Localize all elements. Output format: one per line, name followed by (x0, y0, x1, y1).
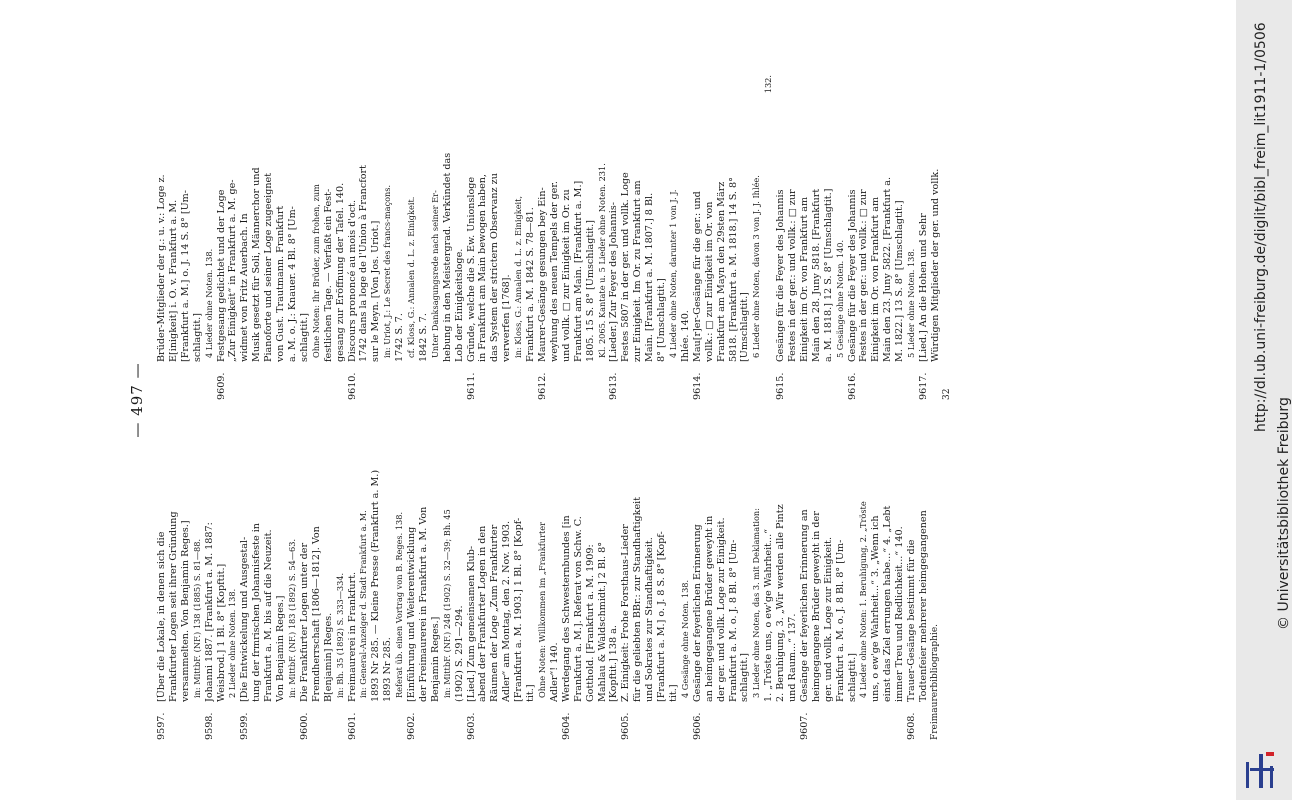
entry-line: 3 Lieder ohne Noten, das 3. mit Deklamation: (751, 508, 762, 698)
entry-number: 9602. (406, 712, 418, 740)
signature-mark: 32 (941, 388, 952, 400)
entry-line: 1742 S. 7. (394, 313, 406, 362)
entry-line: tit.] (525, 684, 537, 702)
entry-number: 9616. (846, 372, 858, 400)
bibliography-entry (918, 75, 942, 400)
entry-line: Z. Einigkeit: Frohe Forsthaus-Lieder (620, 524, 632, 702)
entry-line: Fremdherrschaft [1806—1812]. Von (310, 526, 322, 702)
bibliography-entry (775, 75, 846, 400)
bibliography-entry (156, 75, 216, 400)
entry-line: schlagtit.] (739, 653, 751, 702)
entry-line: [Lieder.] Zur Feyer des Johannis- (608, 202, 620, 362)
entry-line: Adler“ am Montag, den 2. Nov. 1903. (501, 520, 513, 702)
entry-text (299, 415, 347, 702)
entry-line: schlagtit.] (191, 313, 203, 362)
entry-line: Frankfurt am Mayn den 29sten März (715, 181, 727, 362)
entry-line: 1. „Tröste uns, o ew'ge Wahrheit...“ (763, 528, 775, 702)
bibliography-entry (299, 415, 347, 740)
bibliography-entry (347, 415, 407, 740)
entry-text (347, 75, 466, 362)
entry-line: M. 1822.] 13 S. 8° [Umschlagtit.] (894, 200, 906, 362)
entry-line: in Frankfurt am Main bewogen haben, (477, 174, 489, 362)
entry-line: [Lied.] Zum gemeinsamen Klub- (465, 545, 477, 702)
entry-text (847, 75, 918, 362)
entry-line: Lob der Einigkeitsloge. (453, 248, 465, 362)
bibliography-entry (216, 75, 347, 400)
entry-line: Discours prononcé au mois d'oct. (346, 199, 358, 362)
entry-line: Unter Danksagungsrede nach seiner Er- (429, 190, 440, 358)
entry-line: Pianoforte und seiner Loge zugeeignet (263, 172, 275, 362)
left-column (156, 415, 942, 740)
logo-accent (1266, 752, 1274, 756)
entry-line: (1902) S. 291—294. (453, 605, 465, 702)
entry-line: gesang zur Eröffnung der Tafel. 140. (334, 182, 346, 362)
entry-number: 9601. (346, 712, 358, 740)
entry-line: Maurer-Gesänge gesungen bey Ein- (537, 187, 548, 362)
entry-line: Gründe, welche die S. Ew. Unionsloge (465, 176, 477, 362)
entry-line: Weisbrod.] 1 Bl. 8° [Kopftit.] (215, 563, 227, 702)
entry-line: Todtenfeier mehrerer heimgegangenen (918, 510, 929, 702)
entry-number: 9608. (906, 712, 918, 740)
entry-line: 4 Lieder ohne Noten. 138. (203, 248, 214, 358)
entry-line: Frankfurt a. M. o. J. 8 Bl. 8° [Um- (834, 539, 846, 702)
entry-number: 9607. (798, 712, 810, 740)
entry-line: zur Einigkeit. Im Or. zu Frankfurt am (632, 180, 644, 362)
entry-line: tung der frmrischen Johannisfeste in (251, 523, 263, 702)
entry-line: an heimgegangene Brüder geweyht in (703, 515, 715, 702)
entry-line: 1805. 15 S. 8° [Umschlagtit.] (584, 220, 596, 362)
bibliography-entry (692, 415, 799, 740)
entry-line: ger. und vollk. Loge zur Einigkeit. (822, 536, 834, 702)
entry-line: 5818. [Frankfurt a. M. 1818.] 14 S. 8° (727, 177, 739, 362)
entry-line: Gesänge für die Feyer des Johannis (846, 189, 858, 362)
entry-line: widmet von Fritz Auerbach. In (239, 213, 251, 362)
entry-number: 9606. (691, 712, 703, 740)
entry-line: Ohne Noten: Ihr Brüder, zum frohen, zum (310, 184, 321, 358)
entry-line: in: General-Anzeiger d. Stadt Frankfurt a. M. (358, 510, 369, 698)
logo-bar (1250, 768, 1274, 771)
entry-line: Gotthold. [Frankfurt a. M. 1909: (584, 544, 596, 702)
entry-line: Mau[r]er-Gesänge für die ger.: und (691, 191, 703, 362)
entry-line: Kl. 2065. Kantate u. 5 Lieder ohne Noten. 231. (596, 163, 607, 358)
entry-line: [Frankfurt a. M.] o. J. 14 S. 8° [Um- (179, 189, 191, 362)
entry-line: Festgesang gedichtet und der Loge (215, 189, 227, 362)
entry-line: in: MittbF. (NF.) 248 (1902) S. 32—39; Bh. 45 (441, 509, 452, 698)
entry-text (406, 415, 466, 702)
bibliography-entry (537, 75, 608, 400)
bibliography-entry (692, 75, 775, 400)
entry-line: Frankfurt am Main. [Frankfurt a. M.] (572, 180, 584, 362)
entry-line: 4 Lieder ohne Noten, darunter 1 von J. J. (667, 189, 678, 358)
entry-line: weyhung des neuen Tempels der ger. (548, 181, 560, 362)
entry-text (466, 75, 537, 362)
entry-line: tit.] (667, 684, 679, 702)
entry-text (608, 75, 691, 362)
entry-number: 9613. (608, 372, 620, 400)
entry-text (799, 415, 906, 702)
entry-text (918, 75, 942, 362)
entry-line: 4 Gesänge ohne Noten. 138. (679, 579, 690, 698)
entry-text (620, 415, 691, 702)
entry-line: schlagtit.] (846, 653, 858, 702)
entry-line: 5 Gesänge ohne Noten. 140. (834, 239, 845, 358)
bibliography-entry (620, 415, 691, 740)
entry-line: Frankfurt a. M. o. J. 8 Bl. 8° [Um- (727, 539, 739, 702)
entry-line: versammelten. Von Benjamin Reges.] (179, 520, 191, 702)
entry-line: in: MittbF. (NF.) 138 (1885) S. 81—88. (191, 538, 202, 698)
entry-line: Gesänge der feyerlichen Erinnerung an (798, 509, 810, 702)
entry-line: immer Treu und Redlichkeit...“ 140. (894, 526, 906, 702)
entry-text (216, 75, 347, 362)
entry-line: Würdigen Mitglieder der ger. und vollk. (929, 168, 941, 362)
entry-text (775, 75, 846, 362)
entry-number: 9615. (775, 372, 787, 400)
entry-line: schlagtit.] (298, 313, 310, 362)
entry-line: in: MittbF. (NF.) 183 (1892) S. 54—63. (286, 538, 297, 698)
entry-line: einst das Ziel errungen habe...“ 4. „Lebt (882, 505, 894, 702)
page-header: — 497 — (128, 362, 146, 438)
entry-line: und Raum...“ 137. (787, 613, 799, 702)
logo-bar (1246, 762, 1249, 788)
entry-line: [Die Entwickelung und Ausgestal- (239, 536, 251, 702)
entry-line: und vollk. □ zur Einigkeit im Or. zu (560, 189, 572, 362)
copyright-notice: © Universitätsbibliothek Freiburg (1276, 397, 1292, 630)
entry-line: a. M. o. J.: Knauer. 4 Bl. 8° [Um- (286, 206, 298, 362)
source-url-link[interactable]: http://dl.ub.uni-freiburg.de/diglit/bibl_freim_lit1911-1/0506 (1253, 22, 1269, 432)
entry-line: E[inigkeit] i. O. v. Frankfurt a. M. (167, 199, 179, 362)
entry-line: 2 Lieder ohne Noten. 138. (227, 588, 238, 698)
entry-text (156, 75, 216, 362)
bibliography-entry (239, 415, 299, 740)
entry-line: und Sokrates zur Standhaftigkeit. (644, 537, 656, 702)
entry-text (156, 415, 204, 702)
entry-line: heimgegangene Brüder geweyht in der (810, 511, 822, 702)
entry-line: festlichen Tage. — Verfaßt ein Fest- (322, 188, 334, 362)
entry-text (347, 415, 407, 702)
entry-line: 132. (763, 75, 774, 94)
entry-line: Mahlau & Waldschmidt.] 2 Bl. 8° (596, 541, 608, 702)
entry-line: [Lied.] An die Hohen und Sehr (918, 213, 929, 362)
entry-number: 9599. (239, 712, 251, 740)
entry-line: Von Benjamin Reges.] (275, 595, 287, 702)
entry-line: B[enjamin] Reges. (322, 612, 334, 702)
entry-line: Main den 23. Juny 5822. [Frankfurt a. (882, 176, 894, 362)
entry-line: Main den 28. Juny 5818. [Frankfurt (810, 188, 822, 362)
bibliography-entry (561, 415, 621, 740)
bibliography-entry (347, 75, 466, 400)
entry-line: Werdegang des Schwesternbundes [in (560, 515, 572, 702)
entry-line: Frankfurter Logen seit ihrer Gründung (167, 511, 179, 702)
entry-line: 1742 dans la loge de l'Union à Francfort (358, 165, 370, 362)
bibliography-entry (406, 415, 466, 740)
entry-line: Johanni 1887. [Frankfurt a. M. 1887: (203, 522, 215, 702)
entry-line: 2. Beruhigung, 3. „Wir werden alle Pintz (775, 504, 787, 702)
entry-line: Die Frankfurter Logen unter der (298, 542, 310, 702)
entry-line: abend der Frankfurter Logen in den (477, 525, 489, 702)
entry-line: für die geliebten BBr.: zur Standhaftigkeit (632, 496, 644, 702)
entry-line: 1893 Nr 285. — Kleine Presse (Frankfurt a. M.) (370, 469, 382, 702)
entry-line: Gesänge der feyerlichen Erinnerung (691, 524, 703, 702)
bibliography-entry (156, 415, 204, 740)
entry-number: 9600. (298, 712, 310, 740)
entry-text (537, 75, 608, 362)
bibliography-entry (204, 415, 240, 740)
entry-line: [Einführung und Weiterentwicklung (406, 526, 418, 702)
bibliography-entry (466, 415, 561, 740)
entry-line: hebung in den Meistergrad. Verkündet das (441, 152, 453, 362)
entry-line: [Über die Lokale, in denen sich die (156, 531, 167, 702)
entry-line: Adler“! 140. (548, 642, 560, 702)
entry-number (156, 362, 216, 400)
entry-line: Musik gesetzt für Soli, Männerchor und (251, 167, 263, 362)
entry-text (466, 415, 561, 702)
entry-line: in: Uriot, J.: Le Secret des francs-maçons. (382, 184, 393, 358)
entry-text (561, 415, 621, 702)
entry-line: Frankfurt a. M. 1842 S. 78—81. (525, 207, 537, 362)
entry-line: sur le Meyn. [Von Jos. Uriot.] (370, 220, 382, 362)
entry-line: Referat üb. einen Vortrag von B. Reges. 138. (394, 511, 405, 698)
entry-line: Festes in der ger.: und vollk.: □ zur (787, 189, 799, 362)
entry-line: 8° [Umschlagtit.] (656, 278, 668, 362)
entry-line: Ohne Noten: Willkommen im „Frankfurter (537, 521, 547, 698)
entry-line: „Zur Einigkeit“ in Frankfurt a. M. ge- (227, 179, 239, 362)
entry-line: Frankfurt a. M. bis auf die Neuzeit. (263, 529, 275, 702)
bibliography-entry (906, 415, 930, 740)
entry-line: in: Bh. 35 (1892) S. 333—334. (334, 572, 345, 698)
entry-line: Brüder-Mitglieder der g.: u. v.: Loge z. (156, 174, 167, 362)
entry-line: [Umschlagtit.] (739, 292, 751, 362)
entry-line: cf. Kloss, G.: Annalen d. L. z. Einigkeit. (406, 196, 417, 358)
entry-line: Frankfurt a. M.]. Referat von Schw. C. (572, 516, 584, 702)
entry-line: Trauer-Gesänge bestimmt für die (906, 539, 918, 702)
entry-line: a. M. 1818.] 12 S. 8° [Umschlagtit.] (822, 188, 834, 362)
entry-number: 9612. (537, 372, 548, 400)
entry-line: vollk.: □ zur Einigkeit im Or. von (703, 201, 715, 362)
entry-text (692, 75, 775, 362)
entry-line: verwerfen [1768]. (501, 274, 513, 362)
entry-text (239, 415, 299, 702)
entry-line: [Kopftit.] 138 a. (608, 625, 620, 702)
entry-line: Räumen der Loge „Zum Frankfurter (489, 524, 501, 702)
entry-number: 9604. (560, 712, 572, 740)
entry-line: Festes 5807 in der ger. und vollk. Loge (620, 172, 632, 362)
entry-number: 9610. (346, 372, 358, 400)
entry-line: 4 Lieder ohne Noten: 1. Beruhigung, 2. „Tröste (858, 501, 869, 698)
bibliography-entry (466, 75, 537, 400)
entry-number: 9605. (620, 712, 632, 740)
entry-number: 9609. (215, 372, 227, 400)
entry-line: das System der strictern Observanz zu (489, 173, 501, 362)
entry-line: Gesänge für die Feyer des Johannis (775, 189, 787, 362)
entry-number: 9598. (203, 712, 215, 740)
entry-text (204, 415, 240, 702)
entry-line: Ihlée. 140. (679, 310, 691, 362)
entry-line: von Gust. Trautmann. Frankfurt (275, 205, 287, 362)
entry-line: Einigkeit im Or. von Frankfurt am (870, 196, 882, 362)
entry-number: 9614. (691, 372, 703, 400)
entry-line: Einigkeit im Or. von Frankfurt am (798, 196, 810, 362)
entry-number: 9597. (156, 712, 167, 740)
bibliography-footer: Freimaurerbibliographie. (929, 623, 940, 740)
entry-number: 9611. (465, 372, 477, 400)
entry-line: 1893 Nr 285. (382, 637, 394, 702)
entry-line: [Frankfurt a. M.] o. J. 8 S. 8° [Kopf- (656, 531, 668, 702)
entry-line: der Freimaurerei in Frankfurt a. M. Von (417, 506, 429, 702)
entry-text (906, 415, 930, 702)
right-column (156, 75, 954, 400)
entry-line: 1842 S. 7. (417, 313, 429, 362)
entry-number: 9617. (918, 372, 929, 400)
entry-line: 6 Lieder ohne Noten, davon 3 von J. J. Ihlée. (751, 175, 762, 358)
entry-line: 5 Lieder ohne Noten. 138. (906, 248, 917, 358)
bibliography-entry (847, 75, 918, 400)
entry-line: Main. [Frankfurt a. M. 1807.] 8 Bl. (644, 192, 656, 362)
entry-line: in: Kloss, G.: Annalen d. L. z. Einigkeit, (513, 195, 524, 358)
entry-line: der ger. und vollk. Loge zur Einigkeit. (715, 517, 727, 702)
entry-text (692, 415, 799, 702)
bibliography-entry (799, 415, 906, 740)
entry-number: 9603. (465, 712, 477, 740)
entry-line: Benjamin Reges.] (429, 616, 441, 702)
entry-line: uns, o ew'ge Wahrheit...“ 3. „Wenn ich (870, 515, 882, 702)
entry-line: Freimaurerei in Frankfurt. (346, 571, 358, 702)
ub-freiburg-logo-icon[interactable] (1244, 750, 1278, 790)
entry-line: [Frankfurt a. M. 1903.] 1 Bl. 8° [Kopf- (513, 517, 525, 702)
entry-line: Festes in der ger.: und vollk.: □ zur (858, 189, 870, 362)
bibliography-entry (608, 75, 691, 400)
